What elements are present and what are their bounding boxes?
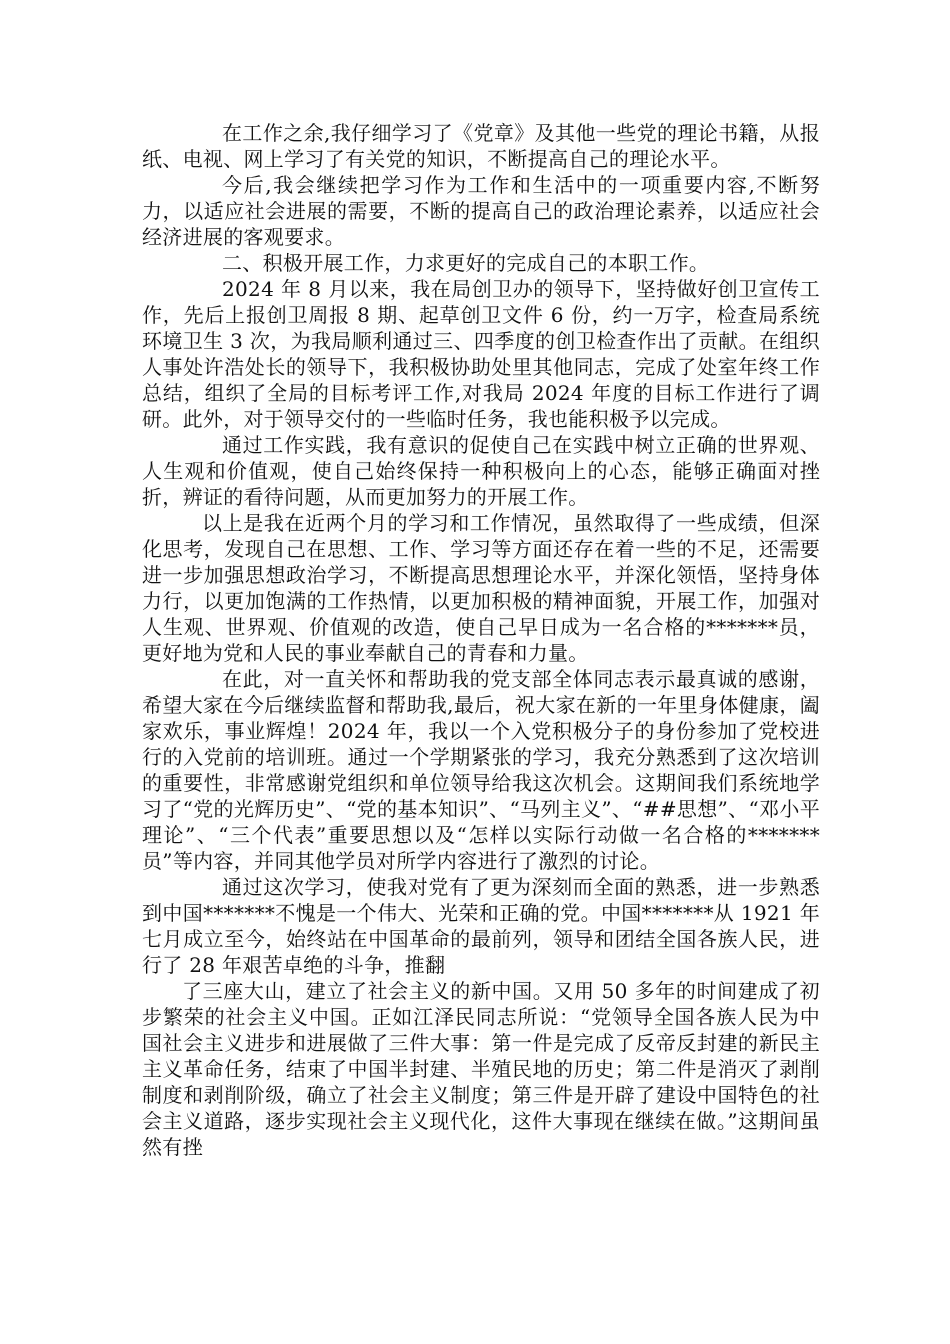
paragraph-thanks-and-training: 在此，对一直关怀和帮助我的党支部全体同志表示最真诚的感谢，希望大家在今后继续监督和帮助我,最后，祝大家在新的一年里身体健康，阖家欢乐，事业辉煌！2024 年，我以一个入党积极分子的身份参加了党校进行的入党前的培训班。通过一个学期紧张的学习，我充分熟悉到了这次培训的重要性，非常感谢党组织和单位领导给我这次机会。这期间我们系统地学习了“党的光辉历史”、“党的基本知识”、“马列主义”、“##思想”、“邓小平理论”、“三个代表”重要思想以及“怎样以实际行动做一名合格的*******员”等内容，并同其他学员对所学内容进行了激烈的讨论。 [142,667,820,873]
paragraph-three-great-things: 了三座大山，建立了社会主义的新中国。又用 50 多年的时间建成了初步繁荣的社会主义中国。正如江泽民同志所说：“党领导全国各族人民为中国社会主义进步和进展做了三件大事：第一件是完成了反帝反封建的新民主主义革命任务，结束了中国半封建、半殖民地的历史；第二件是消灭了剥削制度和剥削阶级，确立了社会主义制度；第三件是开辟了建设中国特色的社会主义道路，逐步实现社会主义现代化，这件大事现在继续在做。”这期间虽然有挫 [142,979,820,1159]
paragraph-learning-outcome: 通过这次学习，使我对党有了更为深刻而全面的熟悉，进一步熟悉到中国*******不愧是一个伟大、光荣和正确的党。中国*******从 1921 年七月成立至今，始终站在中国革命的最前列，领导和团结全国各族人民，进行了 28 年艰苦卓绝的斗争，推翻 [142,875,820,977]
paragraph-future-study: 今后,我会继续把学习作为工作和生活中的一项重要内容,不断努力，以适应社会进展的需要，不断的提高自己的政治理论素养，以适应社会经济进展的客观要求。 [142,173,820,249]
paragraph-section-heading-work: 二、积极开展工作，力求更好的完成自己的本职工作。 [222,251,710,275]
paragraph-summary: 以上是我在近两个月的学习和工作情况，虽然取得了一些成绩，但深化思考，发现自己在思想、工作、学习等方面还存在着一些的不足，还需要进一步加强思想政治学习，不断提高思想理论水平，并深化领悟，坚持身体力行，以更加饱满的工作热情，以更加积极的精神面貌，开展工作，加强对人生观、世界观、价值观的改造，使自己早日成为一名合格的*******员，更好地为党和人民的事业奉献自己的青春和力量。 [142,511,820,665]
paragraph-study-party-charter: 在工作之余,我仔细学习了《党章》及其他一些党的理论书籍，从报纸、电视、网上学习了有关党的知识，不断提高自己的理论水平。 [142,121,820,171]
paragraph-work-practice: 通过工作实践，我有意识的促使自己在实践中树立正确的世界观、人生观和价值观，使自己始终保持一种积极向上的心态，能够正确面对挫折，辨证的看待问题，从而更加努力的开展工作。 [142,433,820,509]
paragraph-work-report: 2024 年 8 月以来，我在局创卫办的领导下，坚持做好创卫宣传工作，先后上报创卫周报 8 期、起草创卫文件 6 份，约一万字，检查局系统环境卫生 3 次，为我局顺利通过三、四季度的创卫检查作出了贡献。在组织人事处许浩处长的领导下，我积极协助处里其他同志，完成了处室年终工作总结，组织了全局的目标考评工作,对我局 2024 年度的目标工作进行了调研。此外，对于领导交付的一些临时任务，我也能积极予以完成。 [142,277,820,431]
document-body [142,120,820,1160]
